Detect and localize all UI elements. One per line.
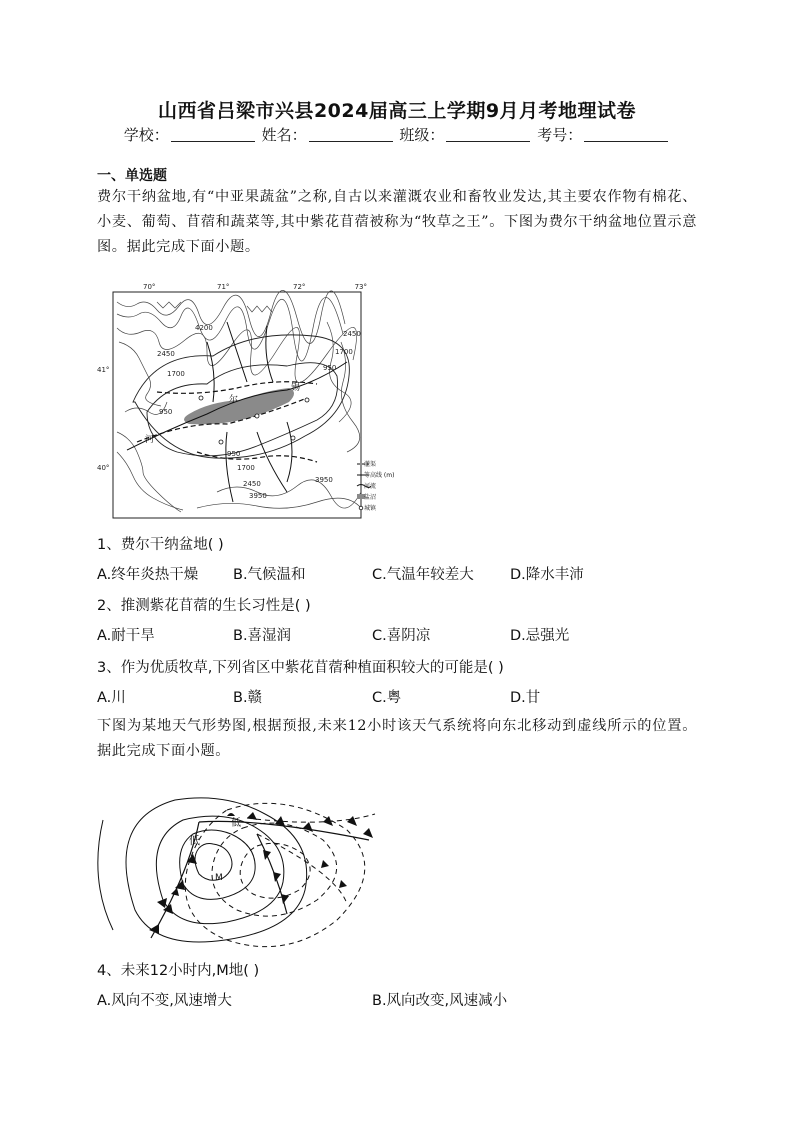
q4-option-b[interactable]: B.风向改变,风速减小 [372,993,508,1009]
question-3-stem: 3、作为优质牧草,下列省区中紫花苜蓿种植面积较大的可能是( ) [97,660,504,676]
isobars [98,798,307,942]
q2-option-d[interactable]: D.忌强光 [510,628,570,644]
lon-label: 71° [217,283,230,291]
number-blank[interactable] [584,127,668,142]
q1-option-b[interactable]: B.气候温和 [233,567,306,583]
contour-label: 2450 [157,350,175,358]
lat-label: 41° [97,366,110,374]
contour-label: 4200 [195,324,213,332]
legend-town: 城镇 [364,505,377,512]
q1-option-d[interactable]: D.降水丰沛 [510,567,584,583]
contour-label: 950 [227,450,241,458]
section-heading: 一、单选题 [97,168,167,184]
q2-option-c[interactable]: C.喜阴凉 [372,628,431,644]
legend-canal: 灌渠 [364,461,377,468]
number-label: 考号： [537,126,583,144]
low-pressure-label: 低 [189,834,200,847]
q1-option-c[interactable]: C.气温年较差大 [372,567,474,583]
page-title: 山西省吕梁市兴县2024届高三上学期9月月考地理试卷 [157,100,637,122]
lon-label: 73° [354,283,367,291]
passage-ferghana: 费尔干纳盆地,有“中亚果蔬盆”之称,自古以来灌溉农业和畜牧业发达,其主要农作物有棉花、小麦、葡萄、苜蓿和蔬菜等,其中紫花苜蓿被称为“牧草之王”。下图为费尔干纳盆地位置示意图。据此完成下面小题。 [97,189,697,255]
question-4-stem: 4、未来12小时内,M地( ) [97,963,260,979]
lon-label: 70° [143,283,156,291]
contour-label: 950 [159,408,173,416]
question-2-stem: 2、推测紫花苜蓿的生长习性是( ) [97,598,311,614]
q3-option-d[interactable]: D.甘 [510,690,541,706]
q3-option-a[interactable]: A.川 [97,690,126,706]
contour-label: 3950 [315,476,333,484]
river-label: 尔 [229,395,239,405]
legend-contour: 等高线 (m) [364,472,395,479]
student-info-line [0,124,794,145]
class-label: 班级： [399,126,445,144]
question-1-stem: 1、费尔干纳盆地( ) [97,537,224,553]
q3-option-c[interactable]: C.粤 [372,690,402,706]
map-legend [357,458,394,512]
name-label: 姓名： [261,126,307,144]
contour-label: 2450 [343,330,361,338]
legend-river: 河流 [364,483,377,490]
class-blank[interactable] [446,127,530,142]
front-east [199,812,369,840]
name-blank[interactable] [309,127,393,142]
school-label: 学校： [123,126,169,144]
legend-salt-marsh: 盐沼 [364,494,377,501]
q3-option-b[interactable]: B.赣 [233,690,263,706]
contour-label: 3950 [249,492,267,500]
contour-label: 1700 [335,348,353,356]
passage-weather: 下图为某地天气形势图,根据预报,未来12小时该天气系统将向东北移动到虚线所示的位置。据此完成下面小题。 [97,718,697,759]
point-m-label: M [215,873,223,883]
contour-label: 2450 [243,480,261,488]
school-blank[interactable] [171,127,255,142]
ferghana-map [97,282,395,522]
contour-label: 1700 [237,464,255,472]
contour-label: 1700 [167,370,185,378]
q4-option-a[interactable]: A.风向不变,风速增大 [97,993,232,1009]
lon-label: 72° [293,283,306,291]
lat-label: 40° [97,464,110,472]
q2-option-b[interactable]: B.喜湿润 [233,628,292,644]
river-label: 锡 [291,383,301,393]
low-pressure-future-label: 低 [231,818,241,829]
contour-label: 950 [323,364,337,372]
q1-option-a[interactable]: A.终年炎热干燥 [97,567,199,583]
q2-option-a[interactable]: A.耐干旱 [97,628,155,644]
river-label: 河 [145,435,155,445]
weather-map [97,770,387,950]
